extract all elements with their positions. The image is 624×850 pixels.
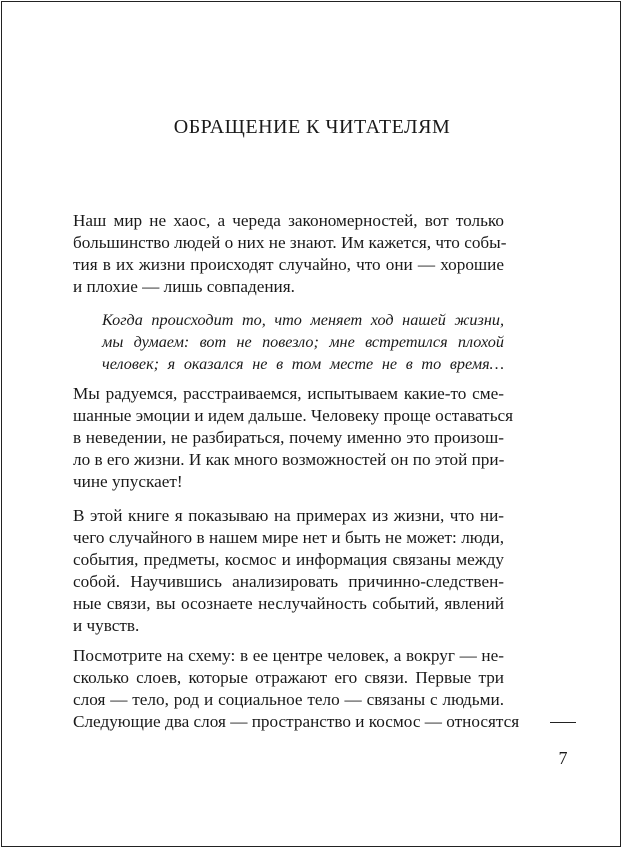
text-line: Следующие два слоя — пространство и космос — относятся bbox=[73, 712, 520, 731]
text-line: Посмотрите на схему: в ее центре человек, а вокруг — не- bbox=[73, 646, 504, 665]
epigraph-quote bbox=[102, 309, 504, 375]
text-line: собой. Научившись анализировать причинно-следствен- bbox=[73, 572, 504, 591]
text-line: ло в его жизни. И как много возможностей он по этой при- bbox=[73, 450, 505, 469]
text-line: Наш мир не хаос, а череда закономерностей, вот только bbox=[73, 211, 504, 230]
text-line: слоя — тело, род и социальное тело — связаны с людьми. bbox=[73, 690, 504, 709]
text-line: в неведении, не разбираться, почему именно это произош- bbox=[73, 428, 504, 447]
text-line: сколько слоев, которые отражают его связи. Первые три bbox=[73, 668, 504, 687]
page-number-rule bbox=[550, 722, 576, 723]
page-number: 7 bbox=[558, 748, 568, 768]
text-line: В этой книге я показываю на примерах из жизни, что ни- bbox=[73, 506, 504, 525]
paragraph-1 bbox=[73, 210, 507, 298]
text-line: чего случайного в нашем мире нет и быть не может: люди, bbox=[73, 528, 504, 547]
text-line: тия в их жизни происходят случайно, что они — хорошие bbox=[73, 255, 504, 274]
text-line: ные связи, вы осознаете неслучайность событий, явлений bbox=[73, 594, 504, 613]
text-line: и плохие — лишь совпадения. bbox=[73, 277, 295, 296]
text-line: события, предметы, космос и информация связаны между bbox=[73, 550, 504, 569]
text-line: Мы радуемся, расстраиваемся, испытываем какие-то сме- bbox=[73, 384, 504, 403]
quote-line: Когда происходит то, что меняет ход нашей жизни, bbox=[102, 311, 504, 329]
quote-line: человек; я оказался не в том месте не в то время… bbox=[102, 355, 504, 373]
quote-line: мы думаем: вот не повезло; мне встретился плохой bbox=[102, 333, 504, 351]
page-title: ОБРАЩЕНИЕ К ЧИТАТЕЛЯМ bbox=[173, 116, 451, 138]
paragraph-4 bbox=[73, 645, 520, 733]
text-line: чине упускает! bbox=[73, 472, 183, 491]
paragraph-3 bbox=[73, 505, 504, 637]
text-line: и чувств. bbox=[73, 616, 140, 635]
text-line: большинство людей о них не знают. Им кажется, что собы- bbox=[73, 233, 507, 252]
paragraph-2 bbox=[73, 383, 514, 493]
text-line: шанные эмоции и идем дальше. Человеку проще оставаться bbox=[73, 406, 514, 425]
